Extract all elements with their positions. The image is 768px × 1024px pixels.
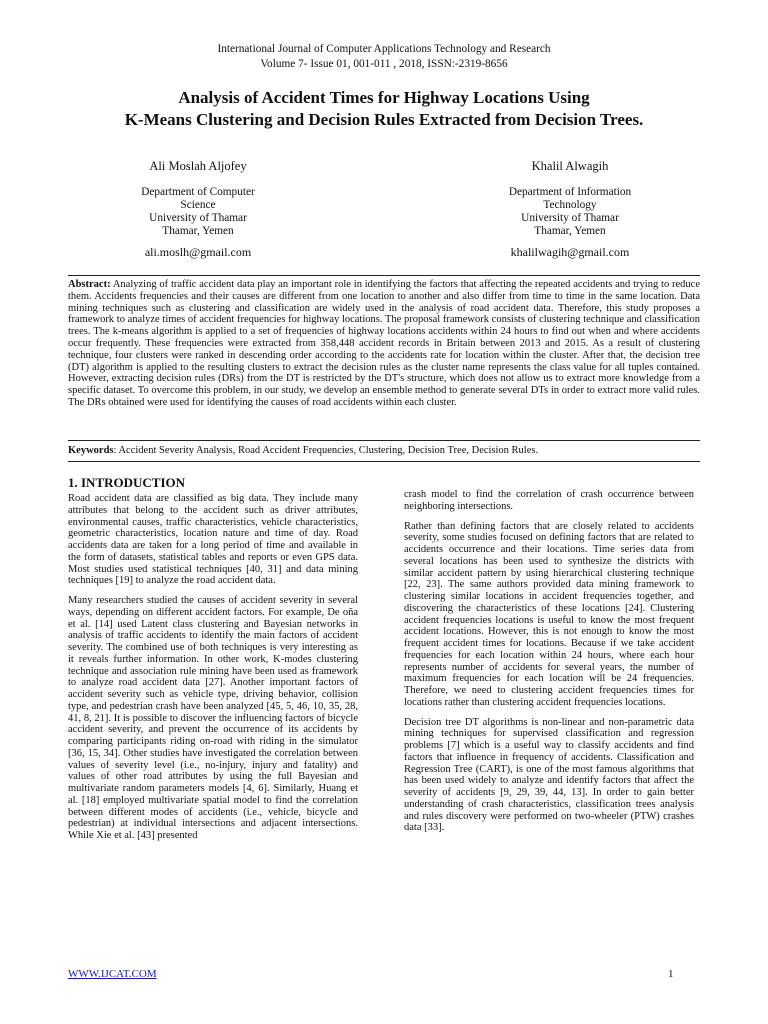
paragraph: crash model to find the correlation of crash occurrence between neighboring intersections. [404,489,694,512]
author-location: Thamar, Yemen [534,225,606,237]
page-number: 1 [668,968,674,980]
divider [68,440,700,441]
title-line-1: Analysis of Accident Times for Highway Locations Using [178,88,590,107]
right-column [404,489,694,842]
divider [68,461,700,462]
author-block-1 [98,160,298,259]
author-university: University of Thamar [521,212,619,224]
section-heading: 1. INTRODUCTION [68,475,186,490]
author-dept-cont: Science [180,199,216,211]
paragraph: Road accident data are classified as big data. They include many attributes that belong to the accident such as driver attributes, environmental causes, traffic characteristics, vehicle characteristics, geometric characteristics, location nature and time of day. Road accidents data are taken for a long period of time and available in the form of datasets, statistical tables and reports or even GPS data. Most studies used statistical techniques [40, 31] and data mining techniques [19] to analyze the road accident data. [68,493,358,587]
author-name: Khalil Alwagih [531,159,609,173]
author-name: Ali Moslah Aljofey [149,159,247,173]
author-dept-cont: Technology [543,199,597,211]
keywords [68,445,700,457]
left-column [68,476,358,850]
keywords-label: Keywords [68,445,114,456]
author-location: Thamar, Yemen [162,225,234,237]
footer-link[interactable]: WWW.IJCAT.COM [68,968,157,980]
journal-name: International Journal of Computer Applications Technology and Research [217,43,551,55]
author-university: University of Thamar [149,212,247,224]
paper-title [0,87,768,131]
author-email[interactable]: ali.moslh@gmail.com [144,245,252,259]
abstract-label: Abstract: [68,279,111,290]
journal-volume: Volume 7- Issue 01, 001-011 , 2018, ISSN:-2319-8656 [260,58,508,70]
divider [68,275,700,276]
author-dept: Department of Information [508,186,632,198]
abstract [68,279,700,409]
journal-header [0,42,768,72]
author-block-2 [470,160,670,259]
abstract-text: Analyzing of traffic accident data play an important role in identifying the factors that affecting the repeated accidents and trying to reduce them. Accidents frequencies and their causes are different from one location to another and also differ from time to time in the same location. Data mining techniques such as clustering and classification are widely used in the analysis of road accident data. Therefore, this study proposes a framework to analyze times of accident frequencies for highway locations. The proposal framework consists of clustering technique and classification trees. The k-means algorithm is applied to a set of frequencies of highway locations accidents within 24 hours to find out when and where accidents occur frequently. These frequencies were extracted from 358,448 accident records in Britain between 2013 and 2015. As a result of clustering technique, four clusters were ranked in descending order according to the accidents rate for location within the cluster. After that, the decision tree (DT) algorithm is applied to the resulting clusters to extract the decision rules as the cluster name represents the class value for all tuples contained. However, extracting decision rules (DRs) from the DT is restricted by the DT's structure, which does not allow us to extract more knowledge from a specific dataset. To overcome this problem, in our study, we develop an ensemble method to generate several DTs in order to extract more valid rules. The DRs obtained were used for identifying the causes of road accidents within each cluster. [68,279,700,408]
keywords-text: : Accident Severity Analysis, Road Accident Frequencies, Clustering, Decision Tree, Decision Rules. [113,445,539,456]
paragraph: Rather than defining factors that are closely related to accidents severity, some studies focused on defining factors that are related to accidents occurrence and their locations. Time series data from several locations has been used to synthesize the districts with similar accident pattern by using hierarchical clustering technique [22, 23]. The same authors provided data mining framework to clustering similar locations in accident frequencies together, and discovering the characteristics of these locations [24]. Clustering accident frequencies locations is useful to know the most frequent accident locations. However, this is not enough to know the most frequent accident times for locations. Because if we take accident frequencies for each location within 24 hours, where each hour represents number of accidents for several years, the number of maximum frequencies for each location will be 24 frequencies. Therefore, we need to clustering accident frequencies times for locations rather than clustering accident frequencies locations. [404,520,694,708]
title-line-2: K-Means Clustering and Decision Rules Extracted from Decision Trees. [124,110,644,129]
author-email[interactable]: khalilwagih@gmail.com [510,245,630,259]
paragraph: Decision tree DT algorithms is non-linear and non-parametric data mining techniques for supervised classification and regression problems [7] which is a useful way to classify accidents and find factors that influence in frequency of accidents. Classification and Regression Tree (CART), is one of the most famous algorithms that has been used widely to analyze and identify factors that affect the severity of accidents [9, 29, 39, 44, 13]. In order to gain better understanding of crash characteristics, classification trees analysis and rules discovery were performed on two-wheeler (PTW) crashes data [33]. [404,716,694,834]
paragraph: Many researchers studied the causes of accident severity in several ways, depending on different accident factors. For example, De oña et al. [14] used Latent class clustering and Bayesian networks in analysis of traffic accidents to identify the main factors of accident severity. The combined use of both techniques is very interesting as it reveals further information. In other work, K-modes clustering technique and association rule mining have been used as framework to analyze road accident data [27]. Another important factors of accident severity such as vehicle type, driving behavior, collision type, and pedestrian crash have been analyzed [45, 5, 46, 10, 35, 28, 41, 8, 21]. It is possible to discover the influencing factors of bicycle accident severity, and prevent the occurrence of its accidents by comparing participants riding on-road with riding in the simulator [36, 15, 34]. Other studies have investigated the correlation between values of severity level (i.e., no-injury, injury and fatality) and values of other road attributes by using the full Bayesian and multivariate random parameters models [4, 6]. Similarly, Huang et al. [18] employed multivariate spatial model to find the correlation between different modes of accidents (i.e., vehicle, bicycle and pedestrian) at individual intersections and adjacent intersections. While Xie et al. [43] presented [68,595,358,841]
author-dept: Department of Computer [141,186,255,198]
